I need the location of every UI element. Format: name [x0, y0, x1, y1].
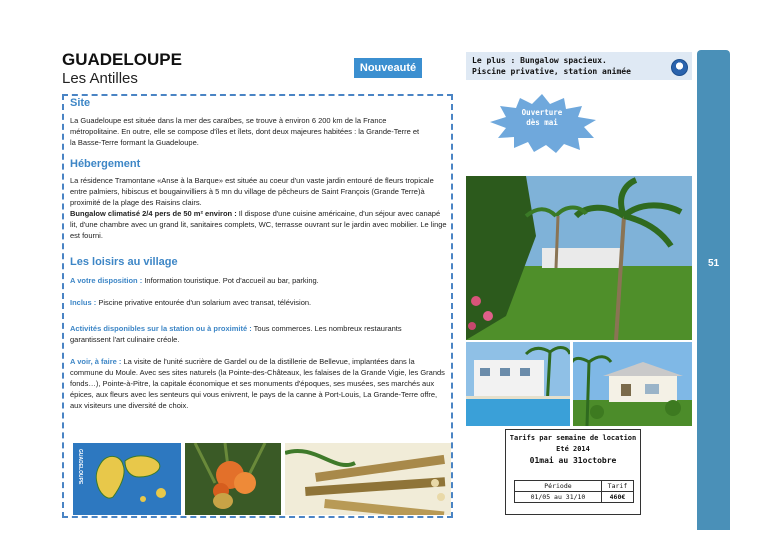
hebergement-heading: Hébergement: [70, 158, 141, 170]
tarif-dates: 01mai au 31octobre: [529, 456, 617, 465]
garden-drawing-icon: [466, 176, 692, 340]
guadeloupe-map-image: [73, 443, 181, 515]
garden-photo: [466, 176, 692, 340]
tarif-table: [514, 480, 634, 503]
inclus-paragraph: [70, 297, 448, 308]
tarif-col-price: Tarif: [601, 481, 633, 492]
new-badge: Nouveauté: [354, 58, 422, 78]
tarif-period-value: 01/05 au 31/10: [515, 492, 602, 503]
operator-logo-icon: [671, 59, 688, 76]
disposition-paragraph: [70, 275, 448, 286]
site-text: La Guadeloupe est située dans la mer des caraïbes, se trouve à environ 6 200 km de la France métropolitaine. En outre, elle se compose d'îles et îlets, dont deux majeures habitées : la Grande-Terre et la Basse-Terre formant la Guadeloupe.: [70, 116, 420, 147]
opening-line-2: dès mai: [526, 118, 558, 127]
disposition-label: A votre disposition :: [70, 276, 143, 285]
page-subtitle: Les Antilles: [62, 70, 138, 87]
voir-label: A voir, à faire :: [70, 357, 122, 366]
bungalow-text: Il dispose d'une cuisine américaine, d'un séjour avec canapé lit, d'une chambre avec un grand lit, sanitaires complets, WC, terrasse ouvrant sur le jardin avec mobilier. Le linge est fourni.: [70, 209, 447, 240]
flower-drawing-icon: [185, 443, 281, 515]
flower-photo: [185, 443, 281, 515]
opening-text: [482, 108, 602, 128]
highlight-box: [466, 52, 692, 80]
table-row: [515, 492, 634, 503]
tarif-col-period: Période: [515, 481, 602, 492]
site-heading: Site: [70, 97, 91, 109]
activites-text: Tous commerces. Les nombreux restaurants garantissent l'art culinaire créole.: [70, 324, 402, 344]
activites-label: Activités disponibles sur la station ou à proximité :: [70, 324, 252, 333]
activites-paragraph: [70, 323, 430, 345]
disposition-text: Information touristique. Pot d'accueil au bar, parking.: [142, 276, 319, 285]
pool-drawing-icon: [466, 342, 570, 426]
pool-photo: [466, 342, 570, 426]
map-label: GUADELOUPE: [77, 449, 83, 485]
page-number: 51: [707, 258, 720, 269]
sugarcane-drawing-icon: [285, 443, 451, 515]
loisirs-heading: Les loisirs au village: [70, 256, 178, 268]
tarif-header-row: [515, 481, 634, 492]
voir-paragraph: [70, 356, 448, 411]
bungalow-label: Bungalow climatisé 2/4 pers de 50 m² environ :: [70, 209, 237, 218]
sugarcane-photo: [285, 443, 451, 515]
inclus-label: Inclus :: [70, 298, 97, 307]
tarif-season: Eté 2014: [556, 445, 590, 453]
opening-line-1: Ouverture: [521, 108, 563, 117]
highlight-line-2: Piscine privative, station animée: [472, 67, 631, 76]
tarif-price-value: 460€: [601, 492, 633, 503]
side-tab: [697, 50, 730, 530]
tarif-title: Tarifs par semaine de location: [509, 434, 637, 442]
bungalow-drawing-icon: [573, 342, 692, 426]
map-drawing-icon: [73, 443, 181, 515]
opening-burst: [482, 92, 602, 154]
inclus-text: Piscine privative entourée d'un solarium avec transat, télévision.: [96, 298, 312, 307]
bungalow-photo: [573, 342, 692, 426]
hebergement-text: [70, 175, 448, 241]
voir-text: La visite de l'unité sucrière de Gardel ou de la distillerie de Bellevue, implantées dans la commune du Moule. Avec ses sites naturels (la Pointe-des-Châteaux, les falaises de la Grande Vigie, les Grands fonds…), Pointe-à-Pitre, la capitale économique et ses monuments d'époques, ses musées, ses marchés aux épices, aux fleurs avec les senteurs qui vous enivrent, le pays de la canne à Port-Louis, La Grande-Terre offre, aux visiteurs une diversité de choix.: [70, 357, 445, 410]
page-title: GUADELOUPE: [62, 50, 182, 69]
highlight-line-1: Le plus : Bungalow spacieux.: [472, 56, 607, 65]
hebergement-description: La résidence Tramontane «Anse à la Barque» est située au coeur d'un vaste jardin entouré de fleurs tropicale entre palmiers, hibiscus et bougainvilliers à 5 mn du village de pêcheurs de Saint François (Grande Terre)à proximité de la plage des Raisins clairs.: [70, 176, 434, 207]
tarif-box: [505, 429, 641, 515]
